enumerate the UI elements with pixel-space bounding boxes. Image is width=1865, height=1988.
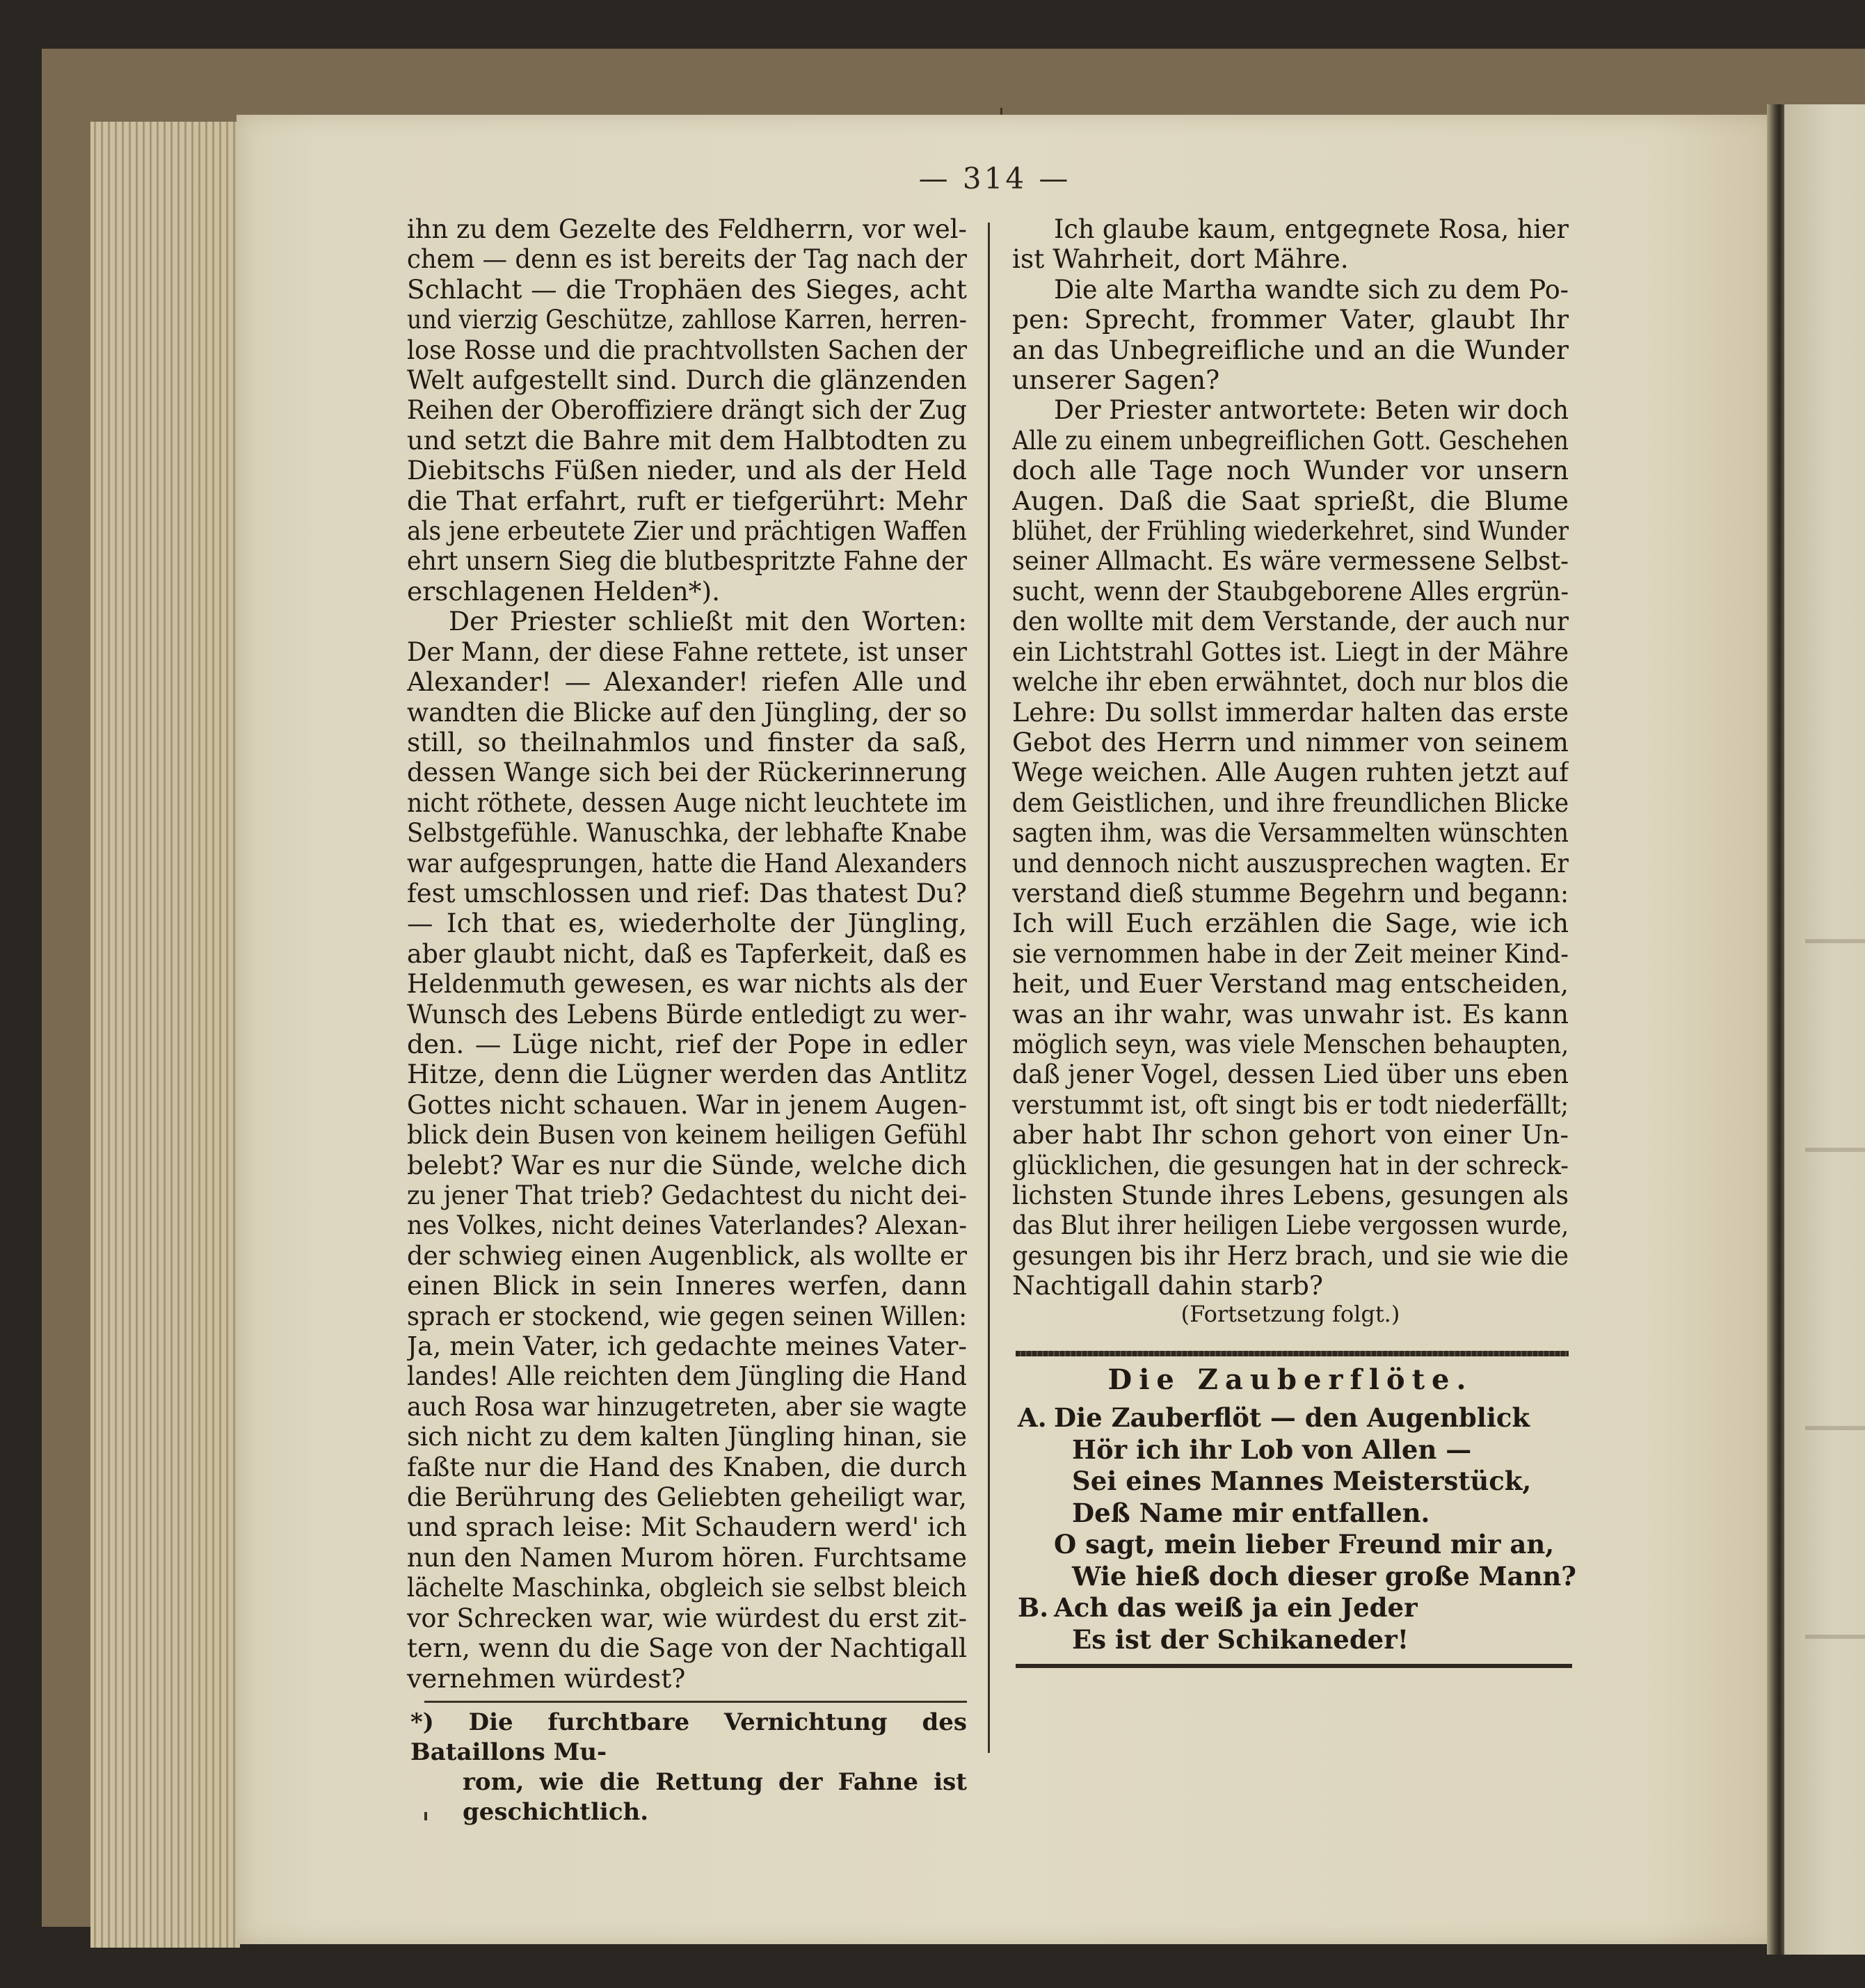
text-line: unserer Sagen?	[1012, 365, 1220, 396]
text-line: Ich will Euch erzählen die Sage, wie ich	[1012, 908, 1569, 939]
speaker-label: B.	[1018, 1592, 1049, 1623]
poem-line	[1018, 1624, 1574, 1656]
text-line: die That erfahrt, ruft er tiefgerührt: Mehr	[407, 486, 967, 516]
text-line: auch Rosa war hinzugetreten, aber sie wagte	[407, 1391, 967, 1422]
text-line: möglich seyn, was viele Menschen behaupten,	[1012, 1029, 1569, 1059]
text-line: Heldenmuth gewesen, es war nichts als der	[407, 969, 967, 1000]
text-line: daß jener Vogel, dessen Lied über uns eben	[1012, 1059, 1569, 1090]
text-line: heit, und Euer Verstand mag entscheiden,	[1012, 969, 1569, 1000]
text-line: sagten ihm, was die Versammelten wünschten	[1012, 818, 1569, 849]
verse-text: Die Zauberflöt — den Augenblick	[1054, 1402, 1530, 1433]
text-line: belebt? War es nur die Sünde, welche dich	[407, 1150, 967, 1180]
text-line: war aufgesprungen, hatte die Hand Alexanders	[407, 848, 967, 879]
text-line: Augen. Daß die Saat sprießt, die Blume	[1012, 486, 1569, 516]
text-line: der schwieg einen Augenblick, als wollte er	[407, 1240, 967, 1271]
text-line: erschlagenen Helden*).	[407, 576, 721, 607]
text-line: glücklichen, die gesungen hat in der schreck-	[1012, 1150, 1569, 1180]
text-line: lose Rosse und die prachtvollsten Sachen der	[407, 335, 967, 365]
text-line: Alle zu einem unbegreiflichen Gott. Geschehen	[1012, 425, 1569, 456]
page-number: — 314 —	[918, 161, 1071, 195]
text-line: an das Unbegreifliche und an die Wunder	[1012, 335, 1569, 365]
text-line: Die alte Martha wandte sich zu dem Po-	[1054, 274, 1569, 305]
poem-line	[1018, 1498, 1574, 1530]
facing-page-edge	[1784, 104, 1865, 1955]
text-line: nicht röthete, dessen Auge nicht leuchtete im	[407, 787, 967, 818]
text-line: dem Geistlichen, und ihre freundlichen Blicke	[1012, 787, 1569, 818]
poem-title: Die Zauberflöte.	[1107, 1363, 1473, 1396]
text-line: ehrt unsern Sieg die blutbespritzte Fahne der	[407, 546, 967, 577]
end-rule	[1016, 1664, 1572, 1668]
text-line: sucht, wenn der Staubgeborene Alles ergrün-	[1012, 576, 1569, 607]
text-line: und dennoch nicht auszusprechen wagten. Er	[1012, 848, 1569, 879]
continuation-note: (Fortsetzung folgt.)	[1180, 1301, 1400, 1327]
text-line: vernehmen würdest?	[407, 1663, 686, 1694]
text-line: blick dein Busen von keinem heiligen Gefühl	[407, 1120, 967, 1151]
text-line: ein Lichtstrahl Gottes ist. Liegt in der Mähre	[1012, 636, 1569, 667]
footnote	[410, 1708, 967, 1827]
verse-text: O sagt, mein lieber Freund mir an,	[1054, 1529, 1555, 1560]
text-line: den. — Lüge nicht, rief der Pope in edler	[407, 1029, 967, 1059]
text-line: was an ihr wahr, was unwahr ist. Es kann	[1012, 999, 1569, 1029]
poem-line	[1018, 1529, 1574, 1561]
footnote-line: *) Die furchtbare Vernichtung des Bataillons Mu-	[410, 1708, 967, 1766]
verse-text: Deß Name mir entfallen.	[1072, 1497, 1430, 1528]
verse-text: Wie hieß doch dieser große Mann?	[1072, 1560, 1576, 1592]
text-line: tern, wenn du die Sage von der Nachtigall	[407, 1633, 967, 1664]
text-line: als jene erbeutete Zier und prächtigen Waffen	[407, 516, 967, 547]
text-line: welche ihr eben erwähntet, doch nur blos die	[1012, 667, 1569, 698]
text-line: zu jener That trieb? Gedachtest du nicht dei-	[407, 1180, 967, 1210]
verse-text: Sei eines Mannes Meisterstück,	[1072, 1466, 1532, 1496]
poem	[1018, 1402, 1574, 1656]
text-line: sie vernommen habe in der Zeit meiner Kind-	[1012, 938, 1569, 969]
text-line: ist Wahrheit, dort Mähre.	[1012, 244, 1349, 275]
speaker-label: A.	[1018, 1402, 1047, 1433]
text-line: sich nicht zu dem kalten Jüngling hinan, sie	[407, 1422, 967, 1452]
text-line: pen: Sprecht, frommer Vater, glaubt Ihr	[1012, 305, 1569, 335]
text-line: doch alle Tage noch Wunder vor unsern	[1012, 456, 1569, 486]
text-line: nes Volkes, nicht deines Vaterlandes? Alexan-	[407, 1210, 967, 1241]
verse-text: Ach das weiß ja ein Jeder	[1054, 1592, 1418, 1623]
text-line: aber habt Ihr schon gehort von einer Un-	[1012, 1120, 1569, 1151]
text-line: lichsten Stunde ihres Lebens, gesungen als	[1012, 1180, 1569, 1210]
text-line: verstand dieß stumme Begehrn und begann:	[1012, 878, 1569, 908]
text-line: fest umschlossen und rief: Das thatest Du?	[407, 878, 967, 908]
print-mark	[1000, 108, 1002, 115]
text-line: dessen Wange sich bei der Rückerinnerung	[407, 757, 967, 788]
column-divider	[988, 223, 990, 1753]
text-line: Welt aufgestellt sind. Durch die glänzenden	[407, 365, 967, 396]
footnote-line: rom, wie die Rettung der Fahne ist geschichtlich.	[463, 1768, 967, 1826]
text-line: sprach er stockend, wie gegen seinen Willen:	[407, 1301, 967, 1331]
verse-text: Hör ich ihr Lob von Allen —	[1072, 1434, 1472, 1465]
text-line: gesungen bis ihr Herz brach, und sie wie die	[1012, 1240, 1569, 1271]
text-line: und sprach leise: Mit Schaudern werd' ich	[407, 1512, 967, 1543]
text-line: faßte nur die Hand des Knaben, die durch	[407, 1452, 967, 1482]
text-line: Gottes nicht schauen. War in jenem Augen-	[407, 1089, 967, 1120]
text-line: Der Priester antwortete: Beten wir doch	[1054, 395, 1569, 426]
page-edges	[90, 122, 240, 1948]
text-line: Ich glaube kaum, entgegnete Rosa, hier	[1054, 214, 1569, 244]
right-column	[1012, 214, 1569, 1301]
poem-line	[1018, 1592, 1574, 1624]
footnote-rule	[424, 1701, 967, 1703]
text-line: blühet, der Frühling wiederkehret, sind Wunder	[1012, 516, 1569, 547]
text-line: seiner Allmacht. Es wäre vermessene Selbst-	[1012, 546, 1569, 577]
poem-line	[1018, 1434, 1574, 1466]
text-line: Selbstgefühle. Wanuschka, der lebhafte Knabe	[407, 818, 967, 849]
text-line: einen Blick in sein Inneres werfen, dann	[407, 1271, 967, 1301]
left-column	[407, 214, 967, 1694]
text-line: ihn zu dem Gezelte des Feldherrn, vor wel-	[407, 214, 967, 244]
text-line: lächelte Maschinka, obgleich sie selbst bleich	[407, 1573, 967, 1603]
text-line: Lehre: Du sollst immerdar halten das erste	[1012, 697, 1569, 728]
text-line: und setzt die Bahre mit dem Halbtodten zu	[407, 425, 967, 456]
text-line: vor Schrecken war, wie würdest du erst zit-	[407, 1603, 967, 1633]
text-line: Schlacht — die Trophäen des Sieges, acht	[407, 274, 967, 305]
text-line: Gebot des Herrn und nimmer von seinem	[1012, 727, 1569, 757]
text-line: chem — denn es ist bereits der Tag nach der	[407, 244, 967, 275]
text-line: Alexander! — Alexander! riefen Alle und	[407, 667, 967, 698]
text-line: die Berührung des Geliebten geheiligt war,	[407, 1482, 967, 1513]
text-line: verstummt ist, oft singt bis er todt niederfällt;	[1012, 1089, 1569, 1120]
text-line: nun den Namen Murom hören. Furchtsame	[407, 1542, 967, 1573]
text-line: landes! Alle reichten dem Jüngling die Hand	[407, 1361, 967, 1392]
text-line: Diebitschs Füßen nieder, und als der Held	[407, 456, 967, 486]
print-mark	[424, 1812, 427, 1820]
text-line: Ja, mein Vater, ich gedachte meines Vater-	[407, 1331, 967, 1362]
text-line: Wunsch des Lebens Bürde entledigt zu wer-	[407, 999, 967, 1029]
verse-text: Es ist der Schikaneder!	[1072, 1624, 1409, 1655]
text-line: Hitze, denn die Lügner werden das Antlitz	[407, 1059, 967, 1090]
poem-line	[1018, 1466, 1574, 1498]
text-line: Wege weichen. Alle Augen ruhten jetzt auf	[1012, 757, 1569, 788]
text-line: aber glaubt nicht, daß es Tapferkeit, daß es	[407, 938, 967, 969]
text-line: Der Mann, der diese Fahne rettete, ist unser	[407, 636, 967, 667]
text-line: und vierzig Geschütze, zahllose Karren, herren-	[407, 305, 967, 335]
text-line: den wollte mit dem Verstande, der auch nur	[1012, 607, 1569, 637]
text-line: still, so theilnahmlos und finster da saß,	[407, 727, 967, 757]
text-line: — Ich that es, wiederholte der Jüngling,	[407, 908, 967, 939]
poem-line	[1018, 1402, 1574, 1434]
text-line: Der Priester schließt mit den Worten:	[449, 607, 967, 637]
poem-line	[1018, 1561, 1574, 1593]
section-separator	[1016, 1351, 1569, 1356]
text-line: das Blut ihrer heiligen Liebe vergossen wurde,	[1012, 1210, 1569, 1241]
text-line: Nachtigall dahin starb?	[1012, 1271, 1323, 1301]
text-line: Reihen der Oberoffiziere drängt sich der Zug	[407, 395, 967, 426]
text-line: wandten die Blicke auf den Jüngling, der so	[407, 697, 967, 728]
